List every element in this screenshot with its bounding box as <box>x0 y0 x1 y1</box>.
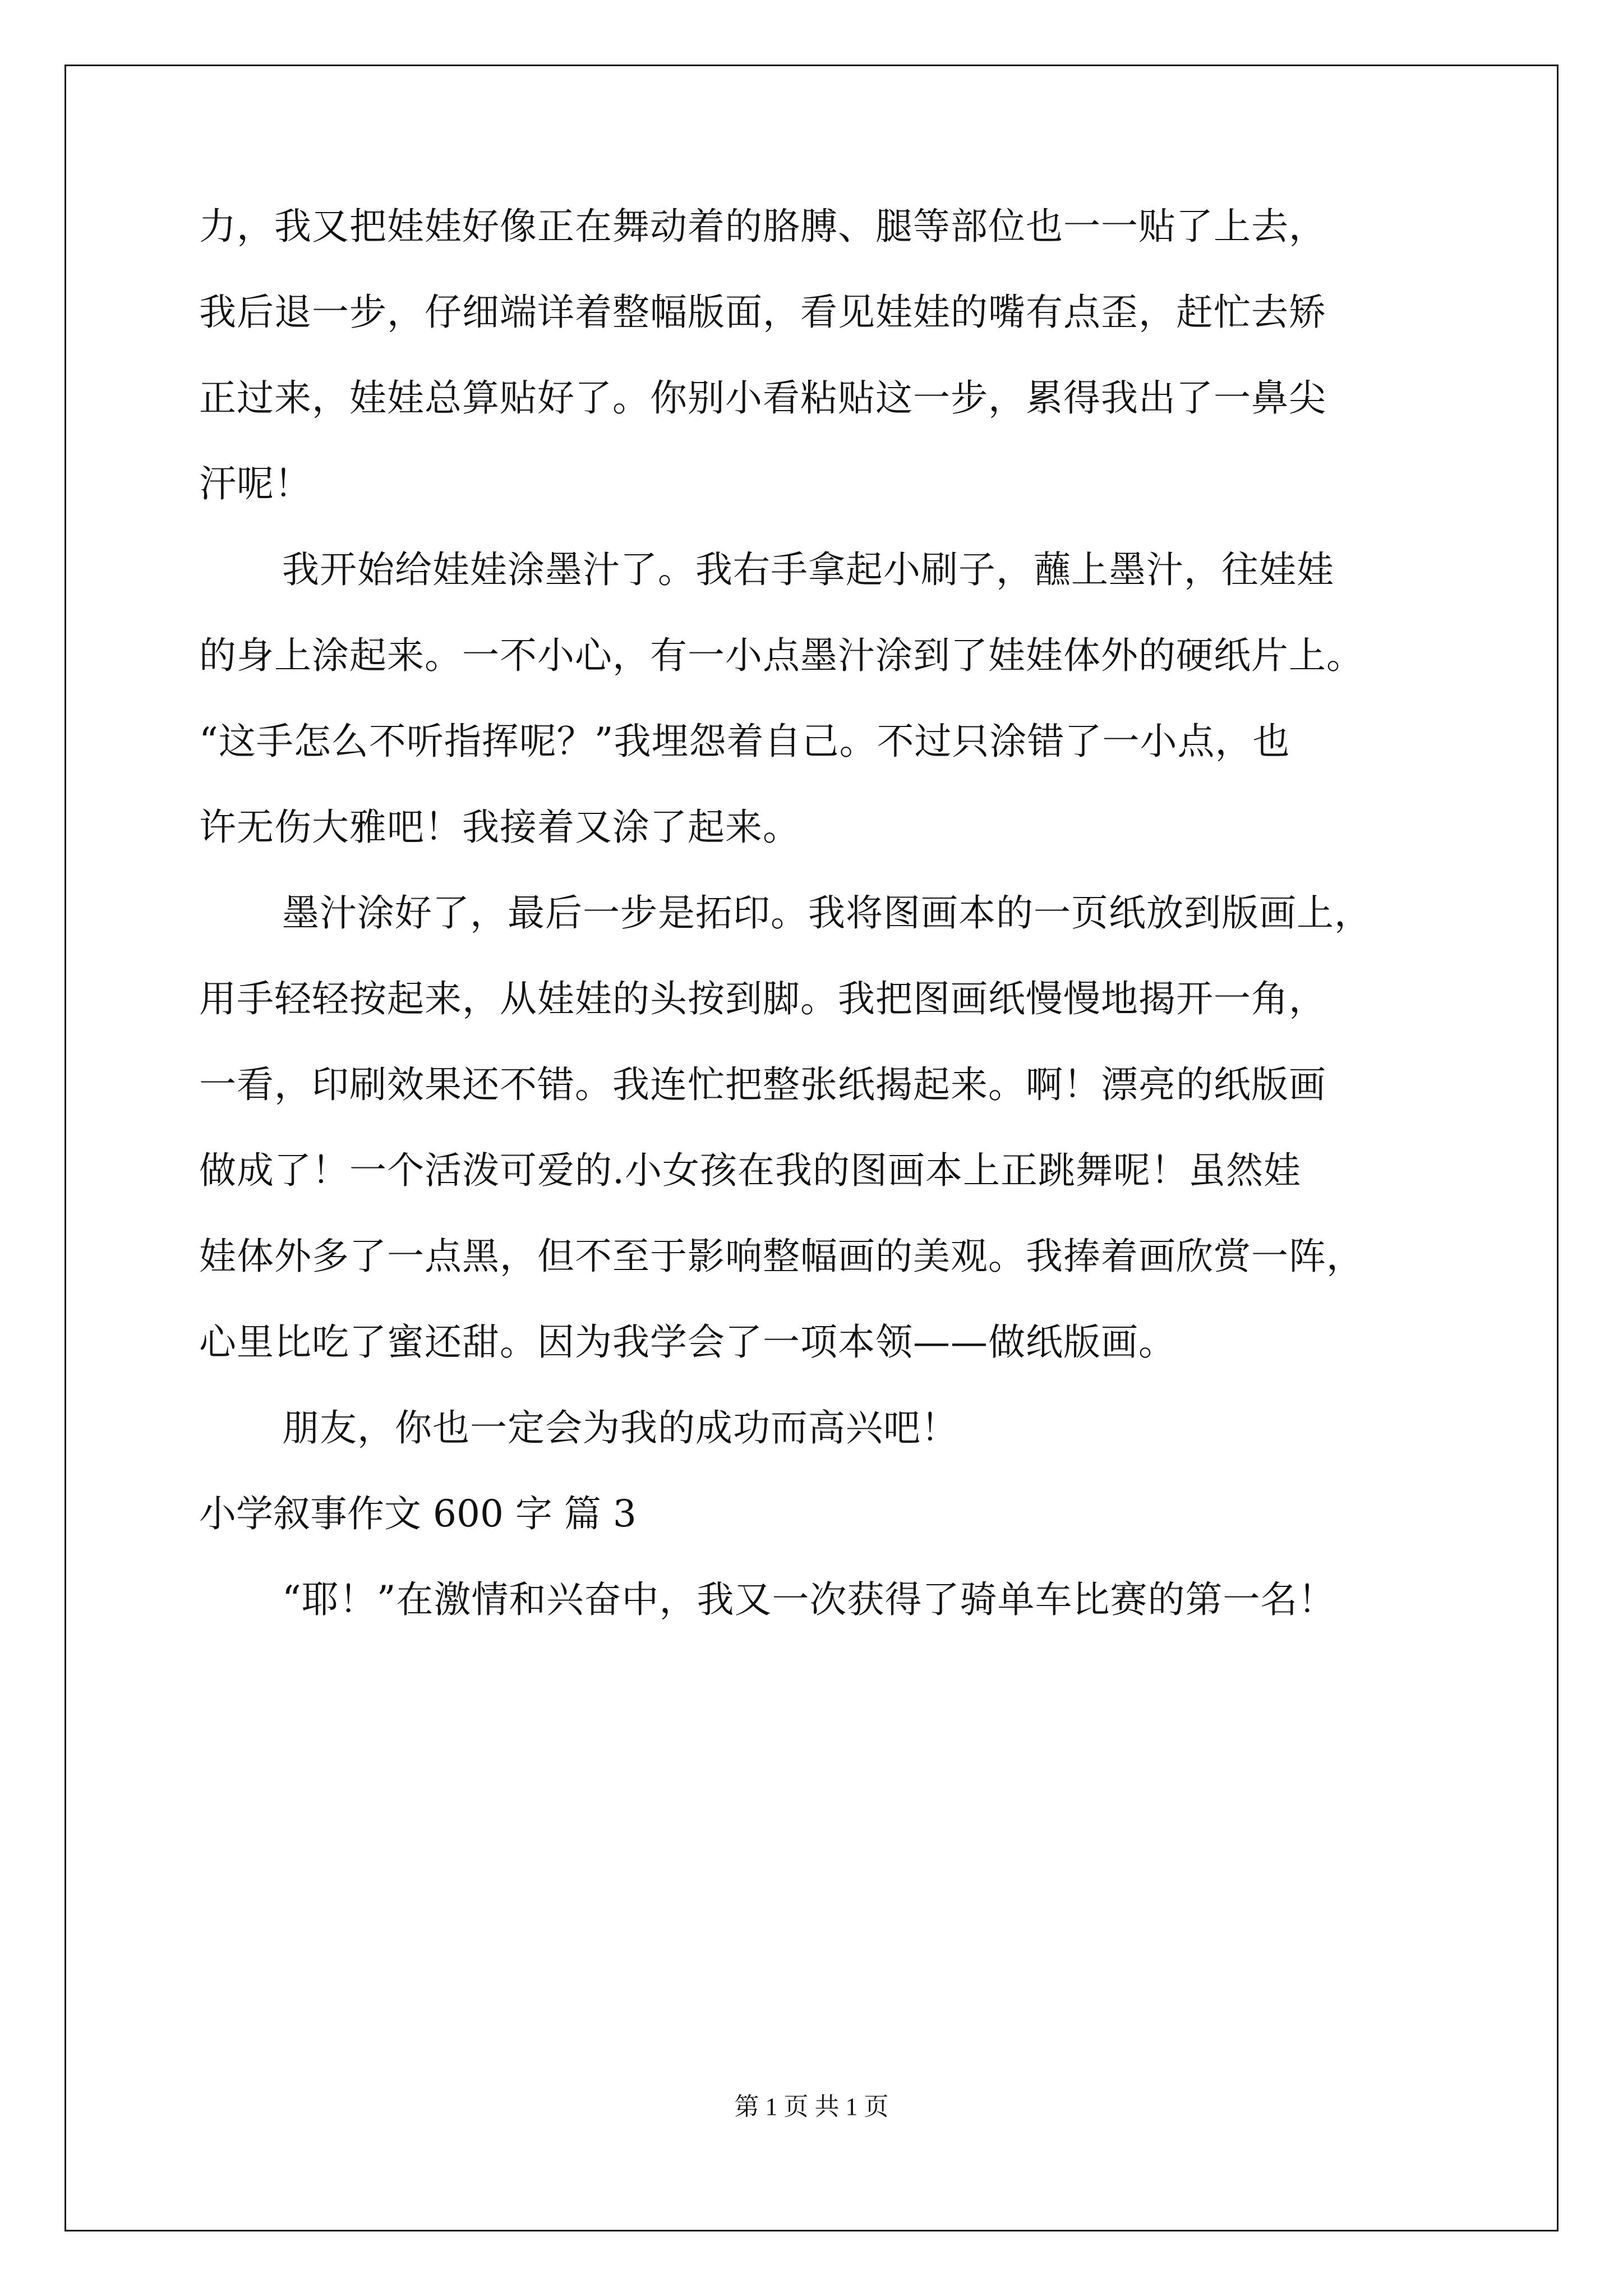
paragraph-3 <box>199 891 1433 1364</box>
text-line: “这手怎么不听指挥呢？”我埋怨着自己。不过只涂错了一小点，也 <box>199 720 1290 763</box>
page-footer <box>0 2092 1623 2122</box>
page-number-label: 第 1 页 共 1 页 <box>734 2093 889 2120</box>
paragraph-2 <box>199 548 1433 849</box>
text-line: 我开始给娃娃涂墨汁了。我右手拿起小刷子，蘸上墨汁，往娃娃 <box>282 548 1334 591</box>
paragraph-4 <box>199 1406 1433 1450</box>
section-heading: 小学叙事作文 600 字 篇 3 <box>199 1492 637 1535</box>
text-line: 的身上涂起来。一不小心，有一小点墨汁涂到了娃娃体外的硬纸片上。 <box>199 634 1364 677</box>
text-line: 正过来，娃娃总算贴好了。你别小看粘贴这一步，累得我出了一鼻尖 <box>199 376 1326 420</box>
paragraph-1 <box>199 205 1433 506</box>
text-line: 我后退一步，仔细端详着整幅版面，看见娃娃的嘴有点歪，赶忙去矫 <box>199 291 1326 334</box>
text-line: 做成了！一个活泼可爱的.小女孩在我的图画本上正跳舞呢！虽然娃 <box>199 1149 1301 1192</box>
text-line: 心里比吃了蜜还甜。因为我学会了一项本领——做纸版画。 <box>199 1320 1176 1364</box>
document-body <box>199 205 1433 1622</box>
text-line: 力，我又把娃娃好像正在舞动着的胳膊、腿等部位也一一贴了上去， <box>199 205 1326 248</box>
text-line: 许无伤大雅吧！我接着又涂了起来。 <box>199 806 800 849</box>
text-line: 一看，印刷效果还不错。我连忙把整张纸揭起来。啊！漂亮的纸版画 <box>199 1063 1326 1106</box>
text-line: 用手轻轻按起来，从娃娃的头按到脚。我把图画纸慢慢地揭开一角， <box>199 977 1326 1020</box>
text-line: 朋友，你也一定会为我的成功而高兴吧！ <box>282 1406 958 1450</box>
text-line: 娃体外多了一点黑，但不至于影响整幅画的美观。我捧着画欣赏一阵， <box>199 1235 1364 1278</box>
text-line: 墨汁涂好了，最后一步是拓印。我将图画本的一页纸放到版画上， <box>282 891 1372 935</box>
text-line: 汗呢！ <box>199 462 312 505</box>
text-line: “耶！”在激情和兴奋中，我又一次获得了骑单车比赛的第一名！ <box>282 1578 1336 1621</box>
